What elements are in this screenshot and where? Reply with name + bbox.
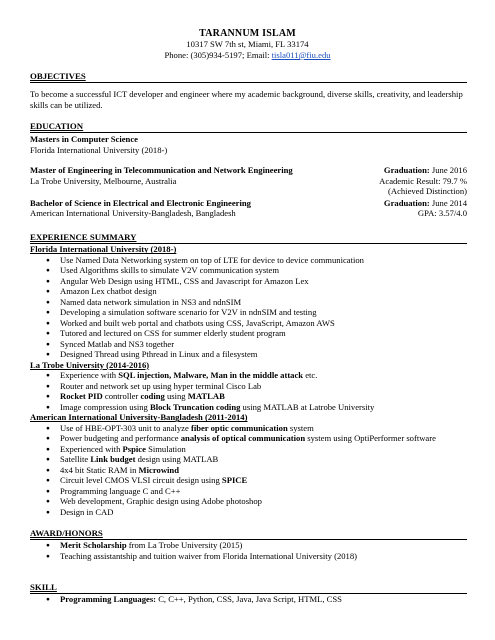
experience-org-aiub: American International University-Bangladesh (2011-2014)	[30, 412, 248, 423]
resume-header	[0, 28, 495, 61]
email-link[interactable]: tisla011@fiu.edu	[271, 50, 331, 60]
text-segment: Experience with	[60, 370, 119, 381]
graduation-label: Graduation:	[383, 165, 430, 176]
list-item: ● Worked and built web portal and chatbots using CSS, JavaScript, Amazon AWS	[30, 318, 467, 329]
text-segment: Use of HBE-OPT-303 unit to analyze	[60, 422, 191, 433]
list-item: ● Use Named Data Networking system on top of LTE for device to device communication	[30, 255, 467, 266]
text-segment: Microwind	[138, 464, 179, 475]
academic-result: Academic Result: 79.7 %	[379, 175, 467, 186]
fiu-list	[30, 255, 467, 360]
awards-list	[30, 540, 467, 561]
list-item	[30, 433, 467, 444]
text-segment: SPICE	[221, 475, 248, 486]
text-segment: Merit Scholarship	[60, 540, 127, 551]
text-segment: system	[287, 422, 314, 433]
section-divider	[30, 132, 467, 133]
text-segment: Programming Languages:	[60, 594, 157, 605]
education-entry	[30, 165, 467, 176]
list-item: ● Web development, Graphic design using Adobe photoshop	[30, 496, 467, 507]
text-segment: etc.	[303, 370, 318, 381]
list-item	[30, 540, 467, 551]
text-segment: Block Truncation coding	[149, 401, 241, 412]
graduation-date	[384, 198, 467, 209]
education-entry-school	[30, 176, 467, 187]
skill-section	[30, 582, 467, 605]
contact-line	[0, 50, 495, 61]
degree-title: Masters in Computer Science	[30, 134, 138, 145]
awards-section	[30, 528, 467, 561]
experience-heading: EXPERIENCE SUMMARY	[30, 232, 137, 242]
text-segment: C, C++, Python, CSS, Java, Java Script, HTML, CSS	[156, 594, 342, 605]
objectives-text: To become a successful ICT developer and engineer where my academic background, diverse skills, creativity, and leadership skills can be utilized.	[30, 89, 463, 111]
distinction-note: (Achieved Distinction)	[388, 186, 467, 197]
text-segment: controller	[102, 391, 141, 402]
list-item	[30, 475, 467, 486]
objectives-heading: OBJECTIVES	[30, 71, 86, 81]
education-entry	[30, 134, 467, 145]
skill-list	[30, 594, 467, 605]
text-segment: using MATLAB at Latrobe University	[240, 401, 375, 412]
latrobe-list	[30, 370, 467, 412]
text-segment: coding	[140, 391, 165, 402]
list-item: ● Router and network set up using hyper terminal Cisco Lab	[30, 381, 467, 392]
degree-title: Bachelor of Science in Electrical and Electronic Engineering	[30, 197, 251, 208]
graduation-value: June 2014	[429, 197, 467, 208]
list-item: ● Teaching assistantship and tuition waiver from Florida International University (2018)	[30, 551, 467, 562]
text-segment: from La Trobe University (2015)	[126, 540, 243, 551]
text-segment: Circuit level CMOS VLSI circuit design using	[60, 475, 222, 486]
skill-heading: SKILL	[30, 582, 57, 592]
text-segment: Link budget	[90, 454, 136, 465]
list-item	[30, 465, 467, 476]
list-item: ● Synced Matlab and NS3 together	[30, 339, 467, 350]
gpa: GPA: 3.57/4.0	[417, 208, 467, 219]
text-segment: 4x4 bit Static RAM in	[60, 464, 139, 475]
text-segment: system using OptiPerformer software	[305, 433, 436, 444]
list-item: ● Angular Web Design using HTML, CSS and Javascript for Amazon Lex	[30, 276, 467, 287]
applicant-name: TARANNUM ISLAM	[199, 28, 296, 39]
list-item	[30, 370, 467, 381]
education-heading: EDUCATION	[30, 121, 84, 131]
list-item: ● Designed Thread using Pthread in Linux and a filesystem	[30, 349, 467, 360]
list-item: ● Amazon Lex chatbot design	[30, 286, 467, 297]
list-item: ● Design in CAD	[30, 507, 467, 518]
school-name: Florida International University (2018-)	[30, 144, 168, 155]
school-name: American International University-Bangladesh, Bangladesh	[30, 208, 236, 219]
list-item: ● Used Algorithms skills to simulate V2V communication system	[30, 265, 467, 276]
text-segment: Experienced with	[60, 443, 123, 454]
graduation-label: Graduation:	[383, 197, 430, 208]
list-item	[30, 444, 467, 455]
section-divider	[30, 82, 467, 83]
text-segment: SQL injection, Malware, Man in the middle attack	[118, 370, 304, 381]
experience-org-latrobe: La Trobe University (2014-2016)	[30, 359, 150, 370]
awards-heading: AWARD/HONORS	[30, 528, 103, 538]
school-name: La Trobe University, Melbourne, Australia	[30, 175, 177, 186]
text-segment: fiber optic communication	[190, 422, 288, 433]
list-item: ● Developing a simulation software scenario for V2V in ndnSIM and testing	[30, 307, 467, 318]
list-item	[30, 402, 467, 413]
education-entry	[30, 198, 467, 209]
objectives-section	[30, 71, 467, 111]
phone-text: Phone: (305)934-5197; Email:	[164, 50, 272, 60]
aiub-list	[30, 423, 467, 518]
experience-section	[30, 232, 467, 517]
text-segment: Simulation	[145, 443, 186, 454]
list-item: ● Programming language C and C++	[30, 486, 467, 497]
education-section	[30, 121, 467, 219]
list-item	[30, 391, 467, 402]
text-segment: using	[164, 391, 188, 402]
education-entry-school	[30, 208, 467, 219]
text-segment: Image compression using	[60, 401, 150, 412]
text-segment: Pspice	[122, 443, 146, 454]
text-segment: Rocket PID	[60, 391, 103, 402]
list-item: ● Tutored and lectured on CSS for summer elderly student program	[30, 328, 467, 339]
education-entry-school	[30, 145, 467, 156]
list-item: ● Named data network simulation in NS3 and ndnSIM	[30, 297, 467, 308]
experience-org-fiu: Florida International University (2018-)	[30, 244, 177, 255]
graduation-value: June 2016	[429, 165, 467, 176]
list-item	[30, 454, 467, 465]
graduation-date	[384, 165, 467, 176]
text-segment: Power budgeting and performance	[60, 433, 181, 444]
text-segment: Satellite	[60, 454, 91, 465]
list-item	[30, 594, 467, 605]
text-segment: analysis of optical communication	[180, 433, 306, 444]
text-segment: design using MATLAB	[135, 454, 219, 465]
education-entry-note	[30, 186, 467, 197]
list-item	[30, 423, 467, 434]
degree-title: Master of Engineering in Telecommunication and Network Engineering	[30, 165, 293, 176]
address: 10317 SW 7th st, Miami, FL 33174	[186, 39, 309, 49]
text-segment: MATLAB	[187, 391, 225, 402]
